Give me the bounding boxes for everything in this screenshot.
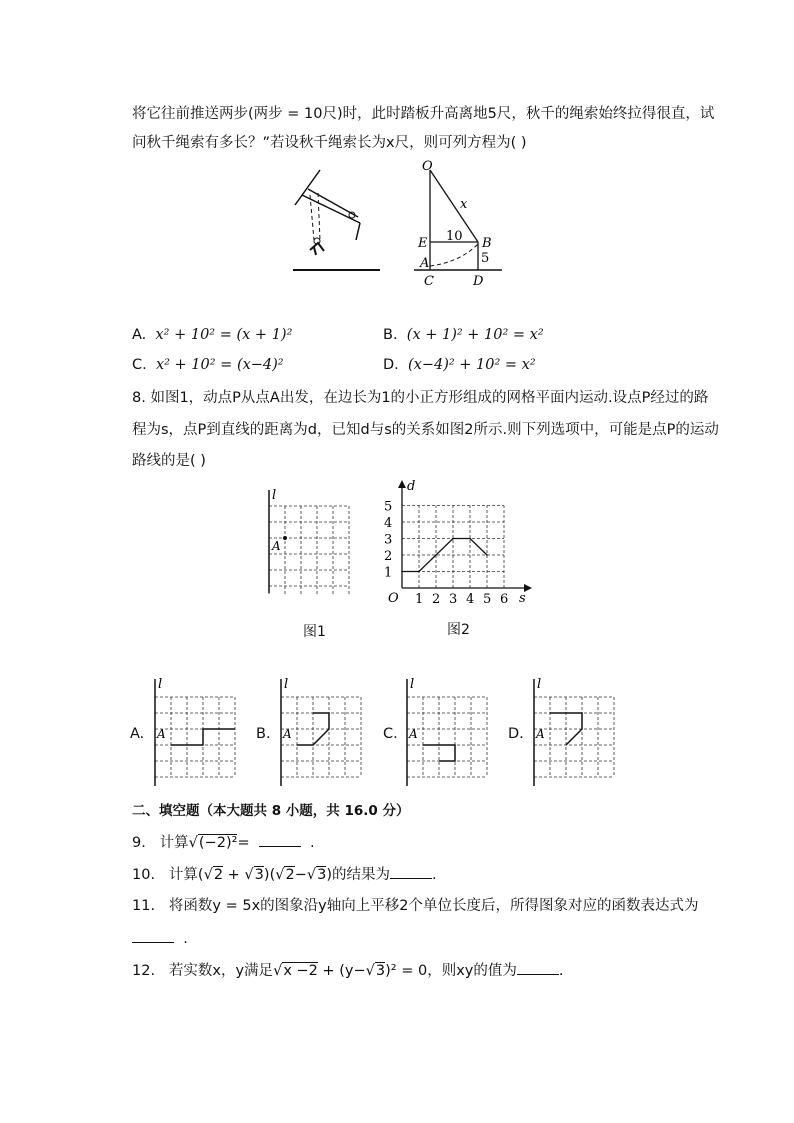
figure-1-grid (262, 485, 357, 595)
fig2-x-tick-label: 2 (432, 592, 441, 607)
q7-option-d[interactable]: D. (x−4)² + 10² = x² (383, 357, 536, 373)
fig2-y-tick-label: 1 (384, 565, 393, 581)
fig2-label-s: s (519, 591, 526, 606)
fig2-x-tick-label: 5 (483, 592, 492, 607)
q12: 12. 若实数x，y满足√x −2 + (y−√3)² = 0，则xy的值为 . (132, 960, 563, 981)
q8-option-d-grid[interactable] (527, 676, 619, 788)
figure-2-chart (374, 478, 534, 608)
q10: 10. 计算(√2 + √3)(√2−√3)的结果为 . (132, 864, 437, 885)
label-O: O (422, 159, 433, 174)
q9-radicand: (−2)² (198, 835, 238, 851)
q8-option-c-grid[interactable] (400, 676, 492, 788)
fig2-data-point (469, 538, 471, 540)
section-2-title: 二、填空题（本大题共 8 小题，共 16.0 分） (132, 803, 410, 819)
q7-line2: 问秋千绳索有多长？”若设秋千绳索长为x尺，则可列方程为( ) (132, 135, 527, 151)
fig2-label-d: d (407, 479, 416, 494)
fig2-data-point (401, 571, 403, 573)
fig2-x-tick-label: 6 (500, 592, 509, 607)
option-label-l: l (284, 677, 289, 692)
q8-option-c-letter[interactable]: C. (383, 726, 398, 742)
option-label-A: A (283, 727, 292, 741)
q7-option-a[interactable]: A. x² + 10² = (x + 1)² (132, 327, 293, 343)
label-10: 10 (446, 229, 463, 244)
fig2-data-point (452, 538, 454, 540)
q8-line1: 8. 如图1，动点P从点A出发，在边长为1的小正方形组成的网格平面内运动.设点P经过的路 (132, 390, 709, 406)
q9: 9. 计算√(−2)²= . (132, 832, 315, 853)
fig2-x-tick-label: 1 (415, 592, 424, 607)
q11: 11. 将函数y = 5x的图象沿y轴向上平移2个单位长度后，所得图象对应的函数表达式为 (132, 898, 699, 914)
q7-line1: 将它往前推送两步(两步 = 10尺)时，此时踏板升高离地5尺，秋千的绳索始终拉得很直，试 (132, 106, 715, 122)
label-C: C (424, 274, 434, 288)
fig1-label-l: l (272, 488, 277, 503)
option-label-l: l (158, 677, 163, 692)
label-D: D (473, 274, 484, 288)
label-x: x (460, 197, 468, 212)
q8-option-b-grid[interactable] (274, 676, 366, 788)
fig2-caption: 图2 (447, 622, 470, 638)
arc-AB (430, 244, 478, 266)
fig2-y-tick-label: 4 (384, 516, 393, 531)
q8-option-a-grid[interactable] (148, 676, 240, 788)
option-path (171, 729, 235, 745)
swing-frame-left (295, 170, 320, 205)
fig1-label-A: A (272, 539, 281, 553)
label-E: E (418, 236, 428, 251)
q9-answer-blank[interactable] (259, 832, 301, 847)
fig2-data-point (486, 554, 488, 556)
fig2-y-tick-label: 2 (384, 549, 393, 564)
q11-answer: . (132, 928, 188, 949)
swing-frame-right (356, 223, 360, 240)
q7-option-b[interactable]: B. (x + 1)² + 10² = x² (383, 327, 544, 343)
q8-option-a-letter[interactable]: A. (130, 726, 145, 742)
option-label-A: A (536, 727, 545, 741)
swing-geometry (410, 158, 510, 288)
fig2-grid-lines (402, 506, 504, 589)
option-label-l: l (410, 677, 415, 692)
q7-option-c[interactable]: C. x² + 10² = (x−4)² (132, 357, 284, 373)
label-5: 5 (481, 251, 490, 266)
label-A: A (420, 256, 430, 271)
fig2-y-arrow (398, 480, 406, 488)
fig1-caption: 图1 (303, 624, 326, 640)
swing-frame-top (302, 195, 360, 223)
q10-answer-blank[interactable] (390, 864, 432, 879)
q8-option-d-letter[interactable]: D. (508, 726, 524, 742)
fig2-x-tick-label: 3 (449, 592, 458, 607)
fig1-grid-lines (269, 506, 349, 595)
option-grid-lines (407, 697, 487, 777)
fig2-data-point (418, 571, 420, 573)
swing-rope-2 (318, 193, 320, 240)
q8-line3: 路线的是( ) (132, 453, 206, 469)
q11-answer-blank[interactable] (132, 928, 174, 943)
option-grid-lines (155, 697, 235, 777)
fig2-y-tick-label: 3 (384, 532, 393, 548)
fig2-label-origin: O (388, 591, 399, 606)
q8-option-b-letter[interactable]: B. (256, 726, 271, 742)
q8-line2: 程为s，点P到直线的距离为d，已知d与s的关系如图2所示.则下列选项中，可能是点P的运动 (132, 422, 719, 438)
fig1-point-A (283, 536, 287, 540)
label-B: B (482, 236, 492, 251)
swing-rope-1 (310, 195, 314, 240)
option-label-l: l (537, 677, 542, 692)
fig2-y-tick-label: 5 (384, 499, 393, 515)
q12-answer-blank[interactable] (517, 960, 559, 975)
fig2-x-tick-label: 4 (466, 592, 475, 607)
option-label-A: A (409, 727, 418, 741)
swing-person (310, 243, 324, 255)
option-label-A: A (157, 727, 166, 741)
swing-sketch (290, 165, 390, 275)
